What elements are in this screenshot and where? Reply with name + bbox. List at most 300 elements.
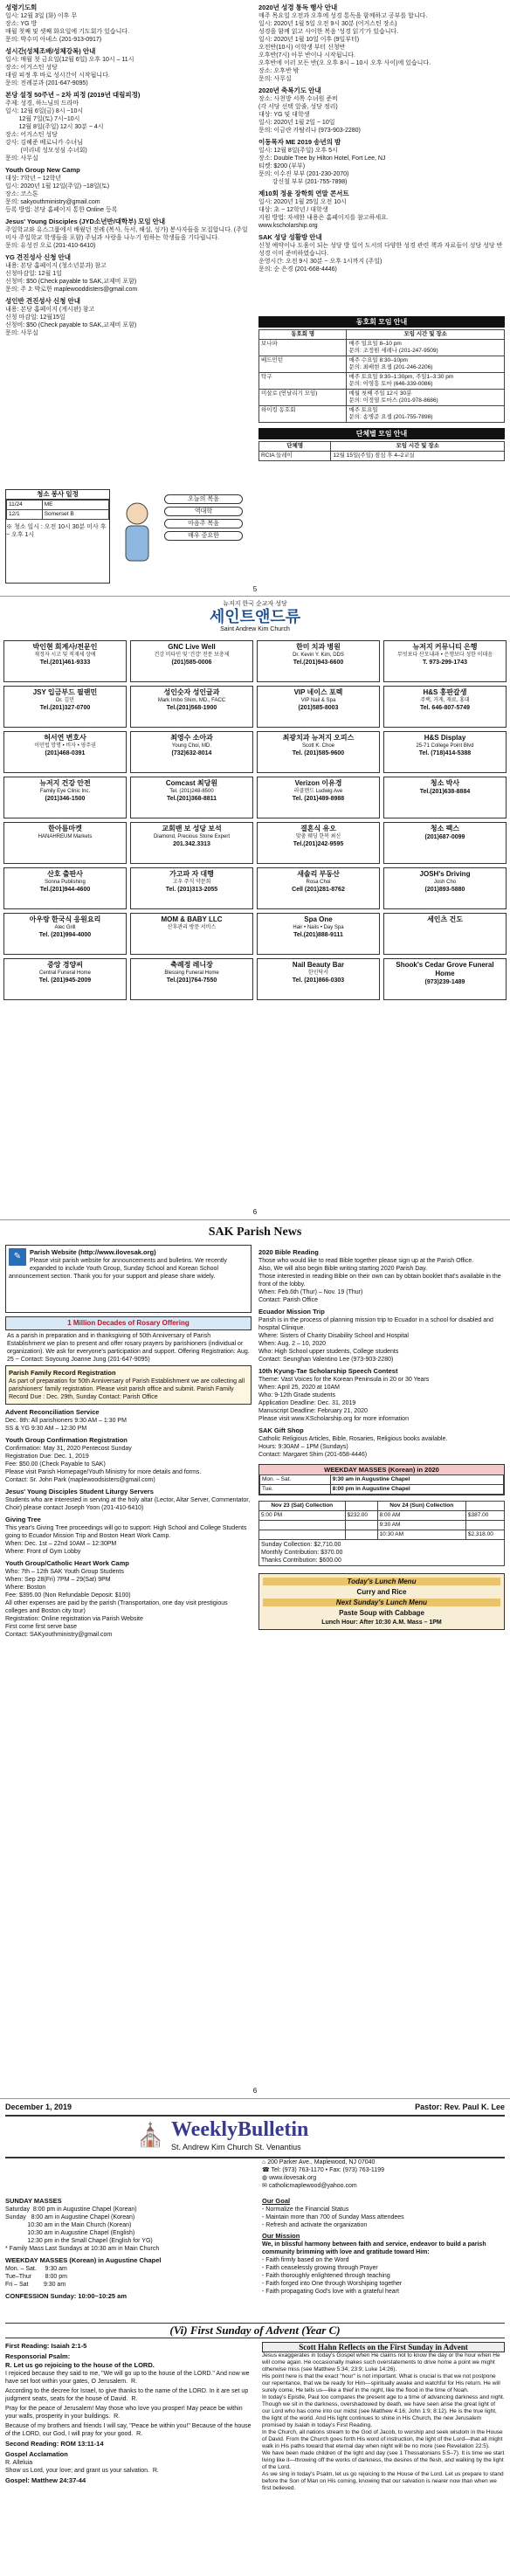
ad-box [383,822,507,864]
group-time: 매주 토요일 문의: 송병준 요셉 (201-755-7898) [347,406,505,423]
announcement-block [5,1559,252,1639]
ad-box [257,731,380,773]
ad-sub: VIP Nail & Spa [300,698,336,703]
collection-cell [259,1521,346,1530]
ad-sub: Dr. 김민 [56,698,74,703]
ad-name: JSY 입금부드 필랜민 [32,688,98,696]
ad-sub: 25-71 College Point Blvd [416,743,474,749]
announcement-line: 신청비: $50 (Check payable to SAK,교제비 포함) [5,322,137,328]
psalm-verse: According to the decree for Israel, to give thanks to the name of the LORD. In it are set up judgment seats, seats for the house of David. R. [5,2388,251,2402]
ad-sub: Josh Cho [433,880,457,885]
announcement-line: 대상: YG 및 대학생 [258,112,310,118]
announcement-line: Where: Boston [5,1585,46,1591]
mission-item: - Faith firmly based on the Word [262,2257,349,2263]
ad-phone: Tel. (201)866-0303 [292,977,345,984]
announcement-line: 일시: 2020년 1월 10일 이후 (9일부터) [258,37,360,43]
announcement-line: 문의: 사무실 [5,330,38,336]
announcement-line: 장소: 어거스틴 성당 [5,132,58,138]
sunday-mass-line: 10:30 am in the Main Church (Korean) [5,2222,132,2228]
ad-box [257,867,380,909]
ad-phone: Tel. (201)585-9600 [292,750,345,756]
ad-name: Spa One [304,915,333,923]
cleaning-schedule [5,489,110,585]
announcement-line: 대상: 초 ~ 12학년 / 대학생 [258,207,328,213]
announcement-line: 신청비: $50 (Check payable to SAK,교제비 포함) [5,279,137,285]
announcement-line: Where: Front of Gym Lobby [5,1549,81,1555]
ad-sub: Family Eye Clinic Inc. [39,789,91,794]
collection-cell [465,1521,504,1530]
ad-phone: T. 973-299-1743 [423,660,467,666]
ad-sub: Hair • Nails • Day Spa [293,925,344,930]
collection-cell: $387.00 [465,1511,504,1521]
ad-sub: HANAHREUM Markets [38,834,93,839]
right-column [258,0,505,314]
table-row: Sunday Collection: $2,710.00 Monthly Contribution: $370.00 Thanks Contribution: $600.00 [259,1540,505,1566]
collection-cell [345,1521,377,1530]
ad-sub: Tel. (201)248-8500 [169,789,214,794]
bubble-2: 역대학 [164,507,243,516]
announcement-title: 성인반 견진성사 신청 안내 [5,297,80,305]
lunch-hours: Lunch Hour: After 10:30 A.M. Mass – 1PM [321,1619,442,1626]
announcement-line: 오후반에 이러 모든 반(오 오후 8시 – 10시 오후 사이)에 있습니다. [258,60,431,66]
ad-phone: Tel. (718)414-5388 [418,750,472,756]
ad-phone: Tel. (201)994-4000 [38,932,92,938]
ad-phone: Tel.(201)242-9595 [293,841,344,847]
announcement-line: Manuscript Deadline: February 21, 2020 [258,1408,368,1414]
announcement-line: 티켓: $200 (부부) [258,163,306,169]
bulletin-date: December 1, 2019 [5,2103,72,2111]
announcement-line: 매주 목요일 오전과 오후에 성경 통독을 함께하고 공부를 합니다. [258,13,428,19]
collection-cell: $232.00 [345,1511,377,1521]
table-row [259,390,505,406]
rosary-text: As a parish in preparation and in thanksgiving of 50th Anniversary of Parish Establishment we plan to present and offer rosary prayers by parishioners (individual or organization). We ask for everyone's participation and support. Offering Registration: Aug. 25 ~ Contact: Soyoung Joanne Jung (201-647-9095) [7,1333,252,1363]
announcement-block [5,47,250,87]
ad-phone: Tel.(201)888-9111 [293,932,343,938]
weekday-mass-line: Mon. – Sat. 9:30 am [5,2266,67,2272]
table-row [259,356,505,373]
announcement-line: Those who would like to read Bible together please sign up at the Parish Office. [258,1258,474,1264]
announcement-line: This year's Giving Tree proceedings will go to support: High School and College Students going to Ecuador Mission Trip and Boston Heart Work Camp. [5,1525,249,1539]
ad-phone: (201)346-1500 [45,796,86,802]
table-row [259,1521,505,1530]
ad-phone: (201)893-5880 [424,887,465,893]
announcement-title: SAK Gift Shop [258,1426,304,1434]
announcement-block [258,1367,505,1423]
ad-phone: Tel.(201)944-4600 [39,887,91,893]
collection-cell: 5:00 PM [259,1511,346,1521]
lunch-title: Today's Lunch Menu [263,1578,500,1585]
ad-box [130,777,253,818]
ad-box [383,640,507,682]
collection-cell [259,1530,346,1540]
announcement-line: 성경을 함께 읽고 사이한 복음 '성경 읽기'가 있습니다. [258,29,399,35]
ad-box [257,913,380,955]
collection-cell: 9:30 AM [377,1521,465,1530]
announcement-block [5,253,250,294]
announcement-line: 대림 피정 후 바로 성시간이 시작됩니다. [5,73,110,79]
weekday-mass-line: Tue–Thur 8:00 pm [5,2274,67,2280]
address: ⌂ 200 Parker Ave., Maplewood, NJ 07040 [262,2159,376,2165]
announcement-title: 제10회 정윤 장학회 연말 콘서트 [258,190,349,197]
ad-box [3,731,127,773]
website-title: Parish Website (http://www.ilovesak.org) [30,1248,156,1256]
banner-sub: Saint Andrew Kim Church [220,626,290,632]
ad-box [3,958,127,1000]
website[interactable]: ◍ www.ilovesak.org [262,2175,317,2181]
banner-brand: 세인트앤드류 [209,608,301,625]
announcement-block [258,1426,505,1459]
sunday-masses-title: SUNDAY MASSES [5,2197,62,2205]
psalm-verse: Because of my brothers and friends I will say, "Peace be within you!" Because of the house of the LORD, our God, I will pray for your good. R. [5,2423,253,2437]
ad-phone: Tel. 646-807-5749 [419,705,471,711]
announcement-line: Contact: Seunghan Valentino Lee (973-903-2280) [258,1357,394,1363]
page-parish-news [0,1219,510,2097]
ad-name: 뉴저지 건강 안전 [39,779,91,787]
ad-name: 뉴저지 커뮤니티 은행 [412,643,478,651]
announcement-block [258,1248,505,1304]
sunday-mass-line: 12:30 pm in the Small Chapel (English for YG) [5,2238,153,2244]
goal-item: - Refresh and activate the organization [262,2222,368,2228]
bulletin-title: WeeklyBulletin [171,2118,309,2141]
ad-box [130,686,253,728]
ad-phone: Tel.(201)638-8884 [419,789,471,795]
announcement-line: 매월 첫째 및 셋째 화요일에 기도회가 있습니다. [5,29,130,35]
home-icon: ⌂ [262,2159,268,2165]
announcement-title: Ecuador Mission Trip [258,1308,325,1316]
announcement-line: 오후반(7시) 아무 반이나 시작됩니다. [258,52,356,59]
announcement-line: 신청 마감일: 12월15일 [5,314,65,321]
announcement-title: YG 견진성사 신청 안내 [5,253,72,261]
page-ads [0,596,510,1219]
announcement-line: 일시: 12월 8일(주일) 오후 5시 [258,148,338,154]
ad-phone: (201)687-0099 [424,834,465,840]
table-row [259,1530,505,1540]
announcement-block [5,218,250,250]
announcement-line: 문의: 주 J: 박로한 maplewooddisters@gmail.com [5,287,138,293]
ad-phone: Tel.(201)327-0700 [39,705,91,711]
mission-item: - Faith ceaselessly growing through Prayer [262,2265,378,2271]
goal-item: - Normalize the Financial Status [262,2207,349,2213]
announcement-line: 대상: 7학년 ~ 12학년 [5,176,62,182]
announcement-line: Confirmation: May 31, 2020 Pentecost Sunday [5,1446,132,1452]
ad-name: 허서연 변호사 [44,734,86,742]
announcement-line: When: Feb.6th (Thur) – Nov. 19 (Thur) [258,1289,363,1295]
ad-sub: Young Choi, MD. [171,743,212,749]
ad-sub: 한인닥서 [307,970,329,976]
announcement-line: 문의: 사무실 [5,155,38,162]
groups2-title: 단체별 모임 안내 [258,428,505,439]
group-name: 배드민턴 [259,356,347,373]
announcement-line: Contact: Sr. John Park (maplewoodsisters@gmail.com) [5,1477,155,1483]
weekday-masses-title: WEEKDAY MASSES (Korean) in 2020 [259,1465,504,1474]
ad-name: 최영수 소아과 [170,734,213,742]
ad-sub: Central Funeral Home [38,970,92,976]
ad-grid [3,640,507,1000]
announcement-title: Youth Group/Catholic Heart Work Camp [5,1559,129,1567]
announcement-line: Fee: $395.00 (Non Refundable Deposit: $100) [5,1592,131,1599]
announcement-line: First come first serve base [5,1624,78,1630]
collection-cell: $2,318.00 [465,1530,504,1540]
announcement-line: 12월 7일(토) 7시~10시 [5,116,80,122]
reflection [262,2342,505,2571]
sunday-mass-line: Saturday 8:00 pm in Augustine Chapel (Korean) [5,2207,137,2213]
announcement-line: 문의: sakyouthministry@gmail.com [5,199,100,205]
ad-box [383,867,507,909]
announcement-line: 주제: 성경, 하느님의 드라마 [5,100,79,107]
ad-name: GNC Live Well [168,643,216,651]
announcement-line: (미리네 성모성심 수녀회) [5,148,87,154]
table-row [259,340,505,356]
ad-sub: 무엇보다 산모내과 • 은행보다 성한 이데음 [397,653,493,658]
announcement-block [258,3,505,83]
ad-name: VIP 네이스 포렉 [293,688,343,696]
ad-sub: Mark Imbo Shim, MD., FACC [157,698,226,703]
ad-box [257,686,380,728]
ad-name: Shook's Cedar Grove Funeral Home [396,961,494,977]
ad-phone: Tel. (201)489-8988 [292,796,345,802]
sunday-mass-line: * Family Mass Last Sundays at 10:30 am in Main Church [5,2246,160,2252]
announcement-line: 일시: 2020년 1월 12일(주일) ~18일(토) [5,183,110,190]
bubble-4: 매우 중요한 [164,531,243,541]
ad-box [3,686,127,728]
announcement-line: 문의: 사무실 [258,76,292,82]
ad-box [130,867,253,909]
announcement-title: 2020 Bible Reading [258,1248,319,1256]
announcement-line: 주일학교와 유스그룹에서 배웠던 전례 (복사, 독서, 해설, 성가) 봉사자들을 모집합니다. (주일 미사 주일학교 학생들을 포함) 주님과 사랑을 나누기 원하는 학생들을 기다립니다. [5,227,250,241]
ad-phone: Tel.(201)368-8811 [166,796,217,802]
table-header: 단체명 모임 시간 및 장소 [259,442,505,452]
ad-name: 새솔리 부동산 [297,870,340,878]
ad-phone: (973)239-1489 [424,979,465,985]
announcement-line: 신청마감일: 12월 1일 [5,271,62,277]
email[interactable]: ✉ catholicmaplewood@yahoo.com [262,2183,357,2189]
ad-sub: 재정자 시고 및 적재세 상애 [34,653,96,658]
announcement-line: Hours: 9:30AM – 1PM (Sundays) [258,1444,348,1450]
announcement-line: Students who are interested in serving at the holy altar (Lector, Altar Server, Commentator, Choir) please contact Joseph Yoon (201-410-6410) [5,1497,252,1511]
announcement-line: Fee: $50.00 (Check Payable to SAK) [5,1461,106,1468]
group-name: 보나파 [259,340,347,356]
ad-phone: Tel.(201)943-6600 [293,660,344,666]
gospel: Gospel: Matthew 24:37-44 [5,2476,86,2484]
weekday-masses-table [259,1474,504,1495]
mail-icon: ✉ [262,2183,269,2189]
page-number: 5 [252,585,258,593]
table-row [259,1511,505,1521]
ad-phone: Tel.(201)764-7550 [166,977,217,984]
announcement-title: Jesus' Young Disciples Student Liturgy Servers [5,1488,154,1495]
table-row [259,406,505,423]
mission-item: - Faith forged into One through Worshiping together [262,2281,403,2287]
weekday-mass-line: Fri – Sat 9:30 am [5,2282,66,2288]
ad-sub: 맞춤 웨딩 한복 최신 [295,834,341,839]
announcement-line: 문의: 이금란 카탈리나 (973-903-2280) [258,128,361,134]
ad-name: 박인현 회계사/전문인 [32,643,98,651]
group-name: 탁구 [259,373,347,390]
ad-name: MOM & BABY LLC [161,915,223,923]
ad-box [130,731,253,773]
table-row: 12/1 Somerset B [7,510,109,520]
second-reading: Second Reading: ROM 13:11-14 [5,2440,104,2448]
gospel-acclamation-title: Gospel Acclamation [5,2450,68,2458]
ad-phone: 201.342.3313 [173,841,210,847]
ad-name: 교회밴 보 성당 보석 [162,825,222,832]
ad-sub: 고우 주식 약문회 [172,880,211,885]
collection-cell: 8:00 AM [377,1511,465,1521]
announcement-line: Parish is in the process of planning mission trip to Ecuador in a school for disabled and hospital Clinique. [258,1317,495,1331]
contact-info [262,2158,505,2190]
announcement-block [5,1408,252,1433]
announcement-block [5,166,250,214]
announcement-line: Contact: Margaret Shim (201-658-4446) [258,1452,368,1458]
ad-phone: (201)585-0006 [171,660,212,666]
announcement-line: 일시: 2020년 1월 25일 오전 10시 [258,199,347,205]
announcement-line: 문의: 이수진 부부 (201-230-2070) [258,171,349,177]
ad-sub: Dr. Kevin Y. Kim, DDS [293,653,344,658]
table-header: Nov 23 (Sat) Collection Nov 24 (Sun) Collection [259,1502,505,1511]
announcement-line: Who: 7th – 12th SAK Youth Group Students [5,1569,124,1575]
ad-phone: Tel. (201)945-2009 [38,977,92,984]
announcement-line: 일시: 매월 첫 금요일(12월 6일) 오후 10시 – 11시 [5,57,134,63]
ad-box [130,640,253,682]
ad-sub: 라클랜드 Ludwig Ave [293,789,343,794]
phone: ☎ Tel: (973) 763-1170 • Fax: (973) 763-1199 [262,2167,384,2173]
announcement-block [5,297,250,337]
announcement-line: 문의: 박수미 아녜스 (201-913-0917) [5,37,102,43]
kids-illustration [115,489,246,585]
weekday-masses-box [258,1464,505,1495]
announcement-block [5,1436,252,1484]
collection-cell: 10:30 AM [377,1530,465,1540]
reflection-text: Jesus exaggerates in today's Gospel when He claims not to know the day or the hour when He will come again. He occasionally makes such overstatements to drive home a point we might otherwise miss (see Matthew 5:34; 23:9; Luke 14:26). His point here is that the exact "hour" is not important. What is crucial is that we not postpone our repentance, that we be ready for Him—spiritually awake and watchful for His return. He will surely come, He tells us—like a thief in the night, like the flood in the time of Noah. In today's Epistle, Paul too compares the present age to a time of advancing darkness and night. Though we sit in the darkness, overshadowed by death, we have seen arise the great light of our Lord who has come into our midst (see Matthew 4:16; John 1:9; 8:12). He is the true light, the light of the world. And His light continues to shine in His Church, the new Jerusalem promised by Isaiah in today's First Reading. In the Church, all nations stream to the God of Jacob, to worship and seek wisdom in the House of David. From the Church goes forth His word of instruction, the light of the Lord—that all might walk in His paths toward that eternal day when night will be no more (see Revelation 22:5). We have been made children of the light and day (see 1 Thessalonians 5:5–7). It is time we start living like it—throwing off the works of darkness, the desires of the flesh, and walking by the light of the Lord. As we sing in today's Psalm, let us go rejoicing to the House of the Lord. Let us prepare to stand before the Son of Man on His coming, knowing that our salvation is nearer now than when we first believed. [262,2352,505,2491]
ad-box [130,958,253,1000]
group-name: 미살로 (연날리기 모임) [259,390,347,406]
announcement-line: 일시: 2020년 1월 5일 오전 9시 30분 (어거스틴 장소) [258,21,397,27]
announcement-line: 일시: 12월 6일(금) 8시 ~10시 [5,108,84,114]
ad-box [383,913,507,955]
announcement-title: 본당 설정 50주년 – 2차 피정 (2019년 대림피정) [5,91,141,99]
announcement-line: Contact: Parish Office [258,1297,318,1303]
phone-icon: ☎ [262,2167,272,2173]
announcement-line: When: Sep 28(Fri) 7PM – 29(Sat) 9PM [5,1577,111,1583]
readings [5,2342,255,2571]
announcement-line: 장소: YG 방 [5,21,38,27]
mission-text: We, in blissful harmony between faith and service, endeavor to build a parish community brimming with love and gratitude toward Him: [262,2241,488,2255]
banner-top-text: 뉴저지 한국 순교자 성당 [223,601,287,607]
psalm-verse: I rejoiced because they said to me, "We will go up to the house of the LORD." And now we have set foot within your gates, O Jerusalem. R. [5,2371,252,2385]
ad-box [383,958,507,1000]
news-right-column [258,1245,505,2092]
announcement-line: Where: Sisters of Charity Disability School and Hospital [258,1333,409,1339]
ad-box [257,640,380,682]
collection-cell [345,1530,377,1540]
announcement-line: 내용: 본당 홈페이지 (게시판) 참고 [5,307,95,313]
announcement-block [258,1308,505,1364]
announcement-line: Contact: SAKyouthministry@gmail.com [5,1632,113,1638]
lunch-box [258,1573,505,1630]
announcement-block [5,91,250,162]
announcement-line: 일시: 2020년 1월 2일 ~ 10일 [258,120,335,126]
ad-sub: 건강 비타민 및 '건강' 전문 보충제 [154,653,230,658]
announcement-line: 오전반(10시) 이학생 부터 신청반 [258,45,346,51]
ad-phone: Tel. (201)313-2055 [165,887,218,893]
ad-name: 세인츠 건도 [427,915,463,923]
news-title: SAK Parish News [208,1226,302,1239]
announcement-title: 성령기도회 [5,3,38,11]
mass-schedule [5,2197,255,2319]
goals-mission [262,2197,505,2319]
announcement-title: 10th Kyung-Tae Scholarship Speech Contest [258,1367,398,1375]
table-row: 11/24 ME [7,501,109,510]
confession: CONFESSION Sunday: 10:00~10:25 am [5,2292,128,2300]
announcement-line: 문의: 순 은경 (201-668-4446) [258,266,337,273]
ad-box [383,777,507,818]
ad-sub: Diamond, Precious Stone Expert [153,834,231,839]
page-bulletin-cover [0,2098,510,2576]
announcement-line: All other expenses are paid by the parish (Transportation, one day visit prestigious colleges and Boston city tour) [5,1600,230,1614]
rosary-title: 1 Million Decades of Rosary Offering [5,1316,252,1330]
page-number: 6 [252,2087,258,2095]
announcement-title: 2020년 성경 통독 행사 안내 [258,3,338,11]
announcement-block [5,1516,252,1556]
ad-phone: Cell (201)281-8762 [292,887,345,893]
registration-box [5,1365,252,1405]
ad-name: 축례정 레니장 [170,961,213,969]
ad-sub: 주택, 거게, 재료, 홍대 [420,698,470,703]
bulletin-header [5,2115,505,2158]
announcement-line: Please visit Parish Homepage/Youth Ministry for more details and forms. [5,1469,202,1475]
next-lunch-item: Paste Soup with Cabbage [339,1609,424,1617]
ad-box [3,640,127,682]
globe-icon: ◍ [262,2175,270,2181]
mission-title: Our Mission [262,2232,300,2240]
sunday-mass-line: Sunday 8:00 am in Augustine Chapel (Korean) [5,2214,135,2220]
ad-box [3,867,127,909]
liturgical-title: (Vi) First Sunday of Advent (Year C) [5,2323,505,2338]
sunday-mass-line: 10:30 am in Augustine Chapel (English) [5,2230,135,2236]
announcement-block [258,86,505,135]
cleaning-table [6,500,109,520]
announcement-line: 지원 방법: 자세한 내용은 홈페이지를 참고하세요. [258,215,389,221]
announcement-block [258,233,505,273]
ad-name: Verizon 이유경 [294,779,342,787]
page-number: 6 [252,1208,258,1216]
ad-phone: Tel.(201)461-9333 [39,660,91,666]
ad-box [130,822,253,864]
ad-box [3,777,127,818]
group-time: 매주 일요일 8–10 pm 문의: 조정원 세레나 (201-247-9509) [347,340,505,356]
ad-name: 청소 팩스 [430,825,460,832]
ad-name: 가고파 자 대행 [169,870,214,878]
registration-title: Parish Family Record Registration [9,1369,116,1377]
kids-icon [115,498,159,577]
announcement-title: Youth Group New Camp [5,166,80,174]
ad-name: 청소 박사 [430,779,460,787]
ad-name: Nail Beauty Bar [292,961,345,969]
ad-box [3,913,127,955]
table-row: RCIA 들레이 12월 15일(주일) 점심 후 4–2교실 [259,452,505,461]
group-time: 매월 첫째 주일 12시 30분 문의: 이정열 토마스 (201-978-8686) [347,390,505,406]
goal-title: Our Goal [262,2197,291,2205]
announcement-line: 강신철 부부 (201-755-7898) [258,179,348,185]
announcement-line: When: Aug. 2 – 10, 2020 [258,1341,327,1347]
announcement-line: 문의: 유성진 오로 (201-410-6410) [5,243,96,249]
announcement-title: Giving Tree [5,1516,41,1523]
ad-sub: Scott K. Choe [301,743,335,749]
left-column [5,0,250,489]
announcement-line: Dec. 8th: All parishioners 9:30 AM – 1:30 PM [5,1418,127,1424]
announcement-title: 성시간(성체조배/성체강복) 안내 [5,47,96,55]
groups-title: 동호회 모임 안내 [258,316,505,328]
